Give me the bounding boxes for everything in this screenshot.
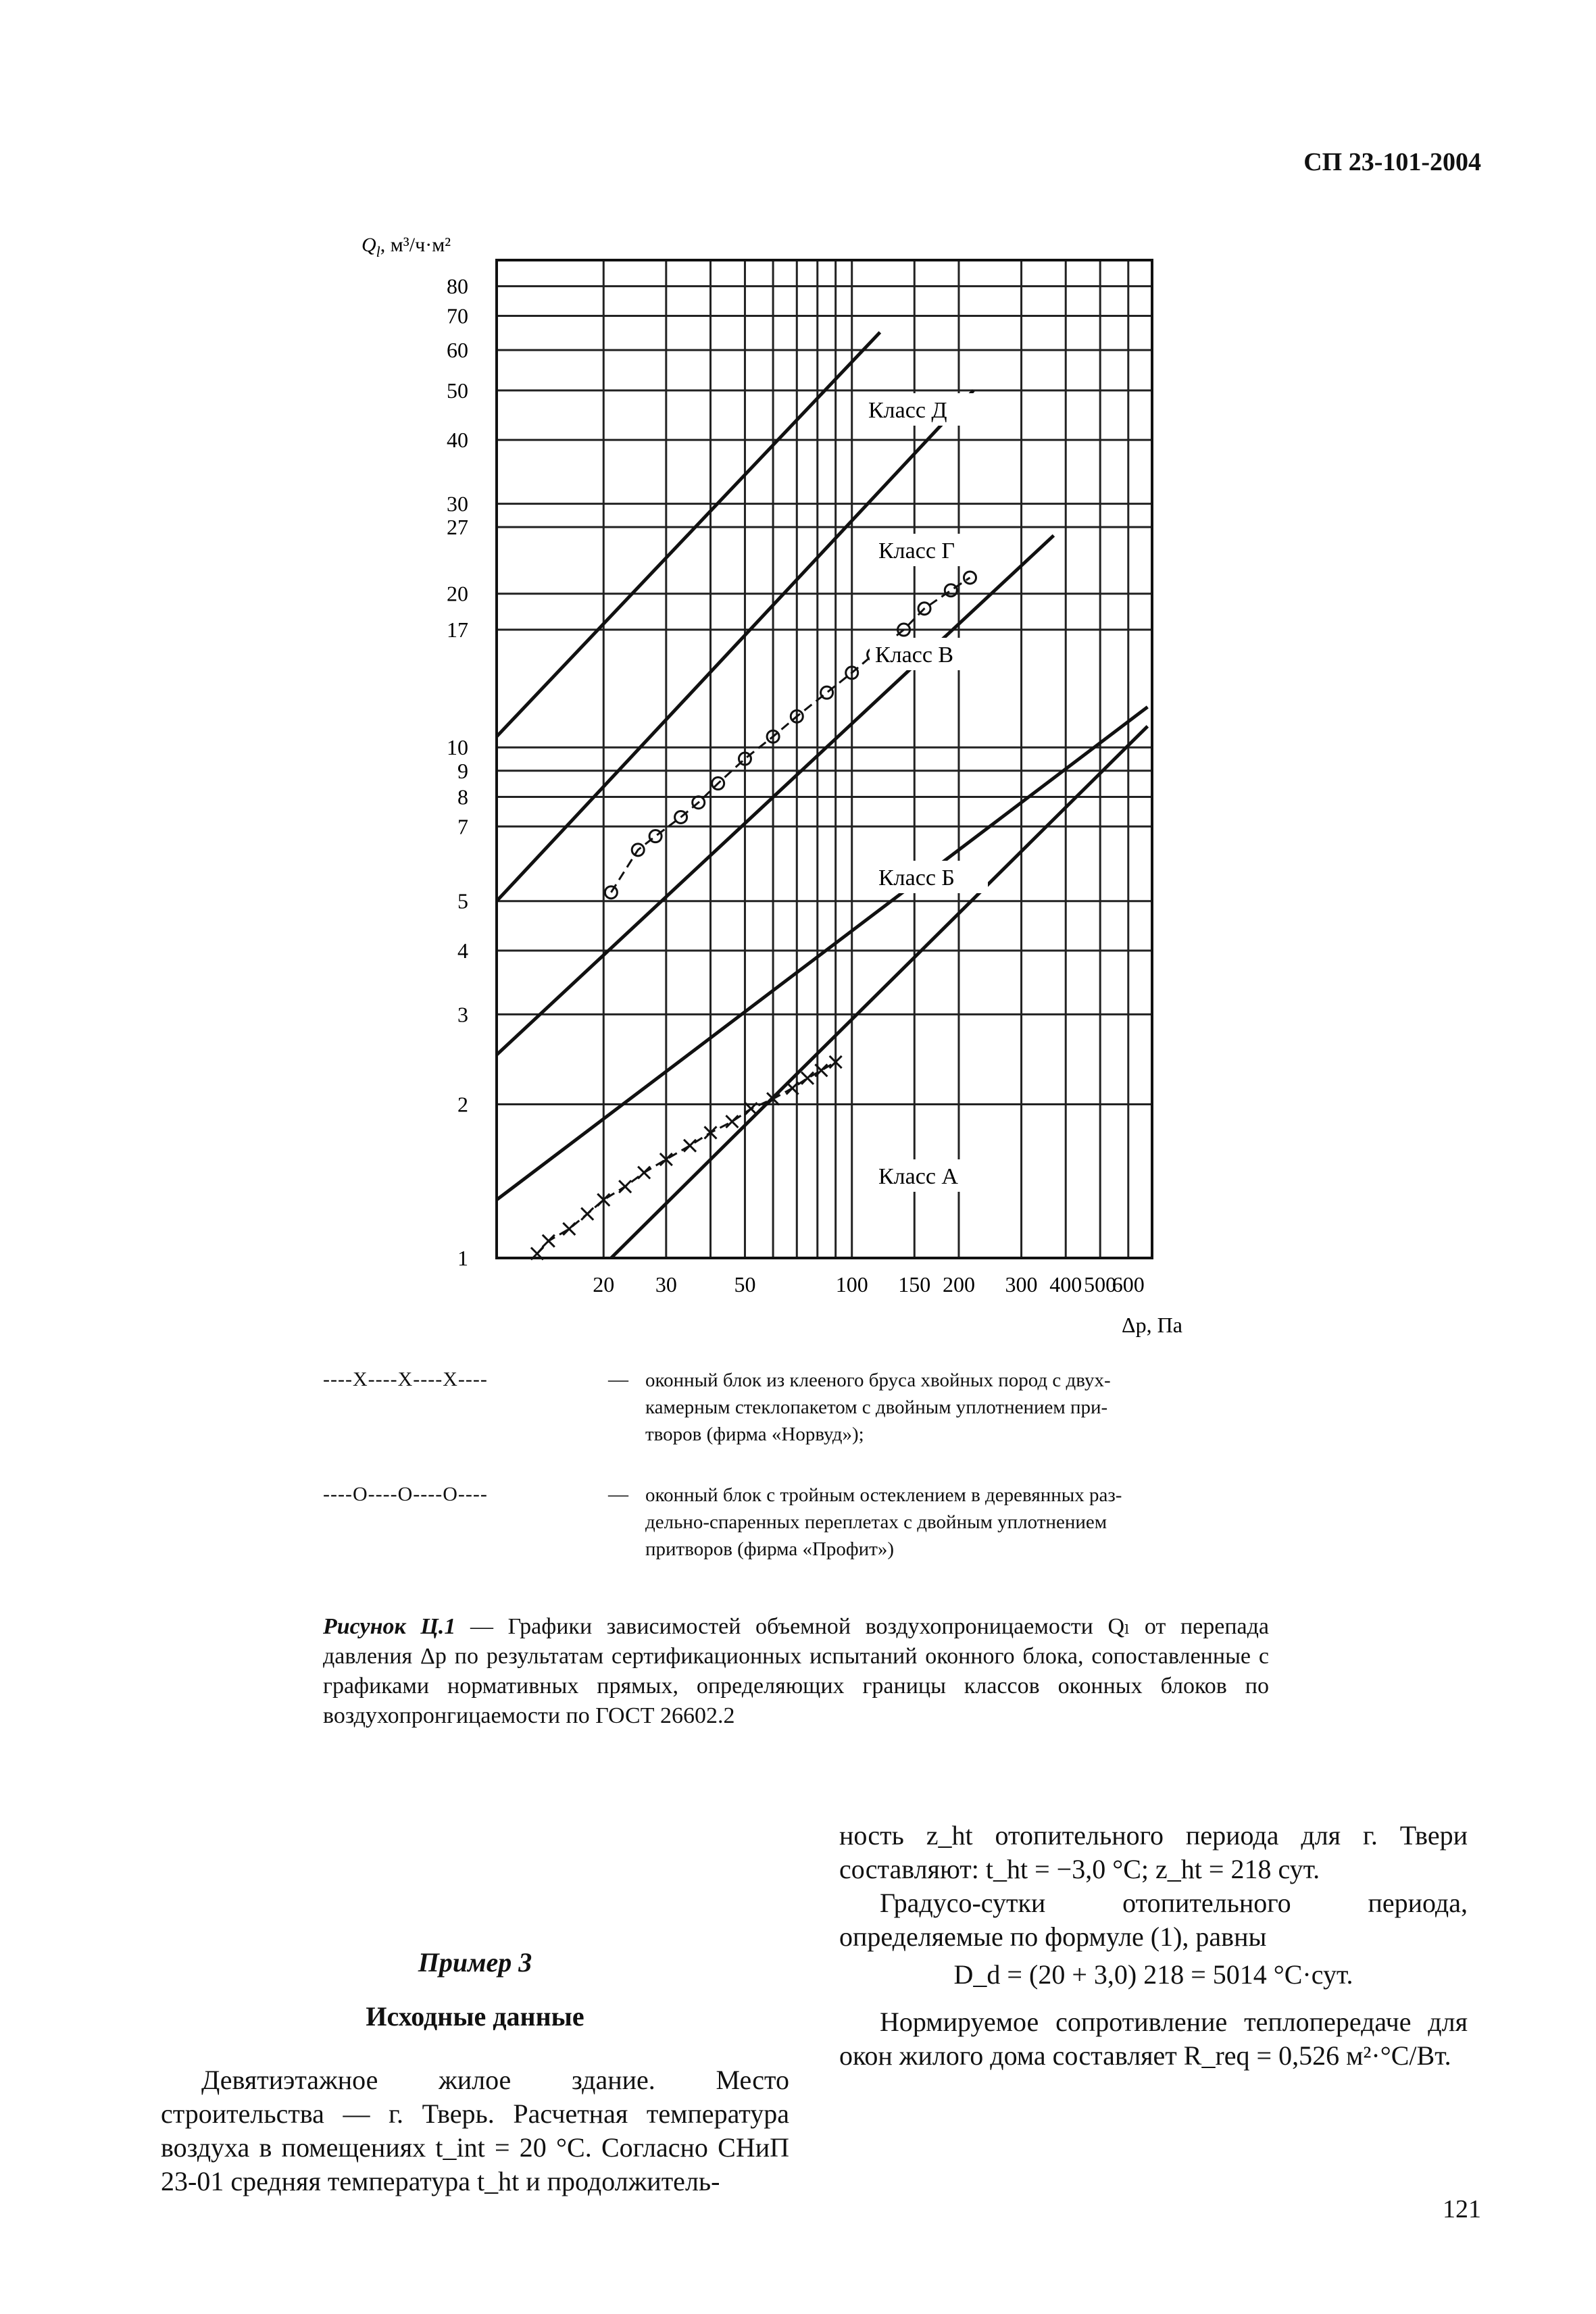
y-axis-title: $Q_l$, м³/ч·м² — [361, 234, 451, 260]
x-tick-label: 600 — [1112, 1272, 1145, 1297]
class-label: Класс Д — [868, 398, 947, 423]
legend-description-line: оконный блок с тройным остеклением в деревянных раз- — [645, 1484, 1122, 1506]
legend-description — [645, 1367, 1321, 1448]
y-tick-label: 2 — [457, 1092, 468, 1117]
series-point — [638, 1167, 650, 1179]
x-tick-label: 150 — [898, 1272, 931, 1297]
boundary-line — [497, 707, 1147, 1200]
y-tick-label: 17 — [447, 618, 468, 643]
series-point — [649, 830, 662, 842]
x-tick-labels — [593, 1272, 1145, 1297]
class-labels — [863, 393, 988, 1192]
series-point — [726, 1115, 738, 1128]
text-column-right — [839, 1819, 1468, 2073]
legend-description — [645, 1482, 1321, 1563]
y-tick-label: 10 — [447, 735, 468, 760]
series-point — [619, 1180, 631, 1192]
document-code: СП 23-101-2004 — [1303, 148, 1481, 176]
y-tick-label: 30 — [447, 491, 468, 516]
x-tick-label: 200 — [942, 1272, 975, 1297]
x-tick-label: 100 — [835, 1272, 868, 1297]
y-tick-label: 3 — [457, 1002, 468, 1027]
series-point — [581, 1208, 593, 1220]
y-tick-label: 70 — [447, 303, 468, 328]
legend-marker: ----X----X----X---- — [323, 1368, 488, 1390]
text-column-left — [161, 1946, 789, 2198]
y-tick-label: 27 — [447, 515, 468, 540]
boundary-line — [497, 536, 1053, 1055]
y-tick-label: 8 — [457, 784, 468, 809]
data-series — [531, 572, 976, 1260]
legend-marker: ----O----O----O---- — [323, 1483, 488, 1505]
page-number: 121 — [1443, 2195, 1481, 2223]
figure-caption — [323, 1612, 1269, 1731]
chart-plot-frame — [497, 260, 1152, 1258]
boundary-line — [497, 332, 880, 736]
paragraph: ность z_ht отопительного периода для г. Твери составляют: t_ht = −3,0 °С; z_ht = 218 сут. — [839, 1820, 1468, 1884]
y-tick-label: 5 — [457, 888, 468, 913]
y-tick-label: 20 — [447, 581, 468, 606]
paragraph: Девятиэтажное жилое здание. Место строительства — г. Тверь. Расчетная температура воздуха в помещениях t_int = 20 °С. Согласно СНиП 23-01 средняя температура t_ht и продолжитель- — [161, 2065, 789, 2196]
y-tick-label: 60 — [447, 338, 468, 363]
chart-horizontal-gridlines — [497, 286, 1152, 1258]
paragraph: Нормируемое сопротивление теплопередаче для окон жилого дома составляет R_req = 0,526 м²·°С/Вт. — [839, 2007, 1468, 2071]
caption-text: — Графики зависимостей объемной воздухопроницаемости Qₗ от перепада давления Δp по результатам сертификационных испытаний оконного блока, сопоставленные с графиками нормативных прямых, определяющих границы классов оконных блоков по воздухопронгицаемости по ГОСТ 26602.2 — [323, 1614, 1270, 1728]
paragraph: Градусо-сутки отопительного периода, определяемые по формуле (1), равны — [839, 1888, 1468, 1952]
y-tick-labels — [447, 274, 468, 1270]
series-point — [684, 1140, 696, 1152]
legend-description-line: дельно-спаренных переплетах с двойным уплотнением — [645, 1511, 1107, 1533]
x-tick-label: 30 — [655, 1272, 677, 1297]
series-point — [543, 1235, 555, 1247]
formula: D_d = (20 + 3,0) 218 = 5014 °С·сут. — [953, 1959, 1353, 1990]
y-tick-label: 4 — [457, 938, 468, 963]
class-label: Класс А — [878, 1164, 958, 1189]
y-tick-label: 80 — [447, 274, 468, 299]
y-tick-label: 7 — [457, 814, 468, 839]
series-point — [563, 1223, 575, 1235]
x-axis-title: Δp, Па — [1122, 1313, 1182, 1337]
legend-description-line: камерным стеклопакетом с двойным уплотнением при- — [645, 1397, 1108, 1418]
series-line — [611, 578, 970, 892]
y-tick-label: 40 — [447, 428, 468, 453]
legend-dash: — — [608, 1483, 628, 1505]
x-tick-label: 20 — [593, 1272, 615, 1297]
x-tick-label: 500 — [1084, 1272, 1117, 1297]
x-tick-label: 300 — [1005, 1272, 1038, 1297]
class-label: Класс В — [875, 643, 954, 668]
example-subtitle: Исходные данные — [366, 2001, 584, 2032]
class-label: Класс Г — [878, 538, 955, 563]
y-tick-label: 9 — [457, 758, 468, 783]
series-point — [821, 686, 833, 699]
y-tick-label: 1 — [457, 1246, 468, 1270]
x-tick-label: 400 — [1049, 1272, 1082, 1297]
caption-label: Рисунок Ц.1 — [323, 1614, 456, 1639]
y-tick-label: 50 — [447, 378, 468, 403]
legend-dash: — — [608, 1368, 628, 1390]
legend-description-line: притворов (фирма «Профит») — [645, 1538, 895, 1560]
x-tick-label: 50 — [734, 1272, 756, 1297]
class-boundary-lines — [497, 332, 1147, 1258]
series-point — [801, 1072, 814, 1084]
legend-description-line: оконный блок из клееного бруса хвойных пород с двух- — [645, 1369, 1111, 1391]
legend-description-line: творов (фирма «Норвуд»); — [645, 1424, 864, 1445]
example-title: Пример 3 — [418, 1947, 532, 1978]
class-label: Класс Б — [878, 865, 955, 890]
